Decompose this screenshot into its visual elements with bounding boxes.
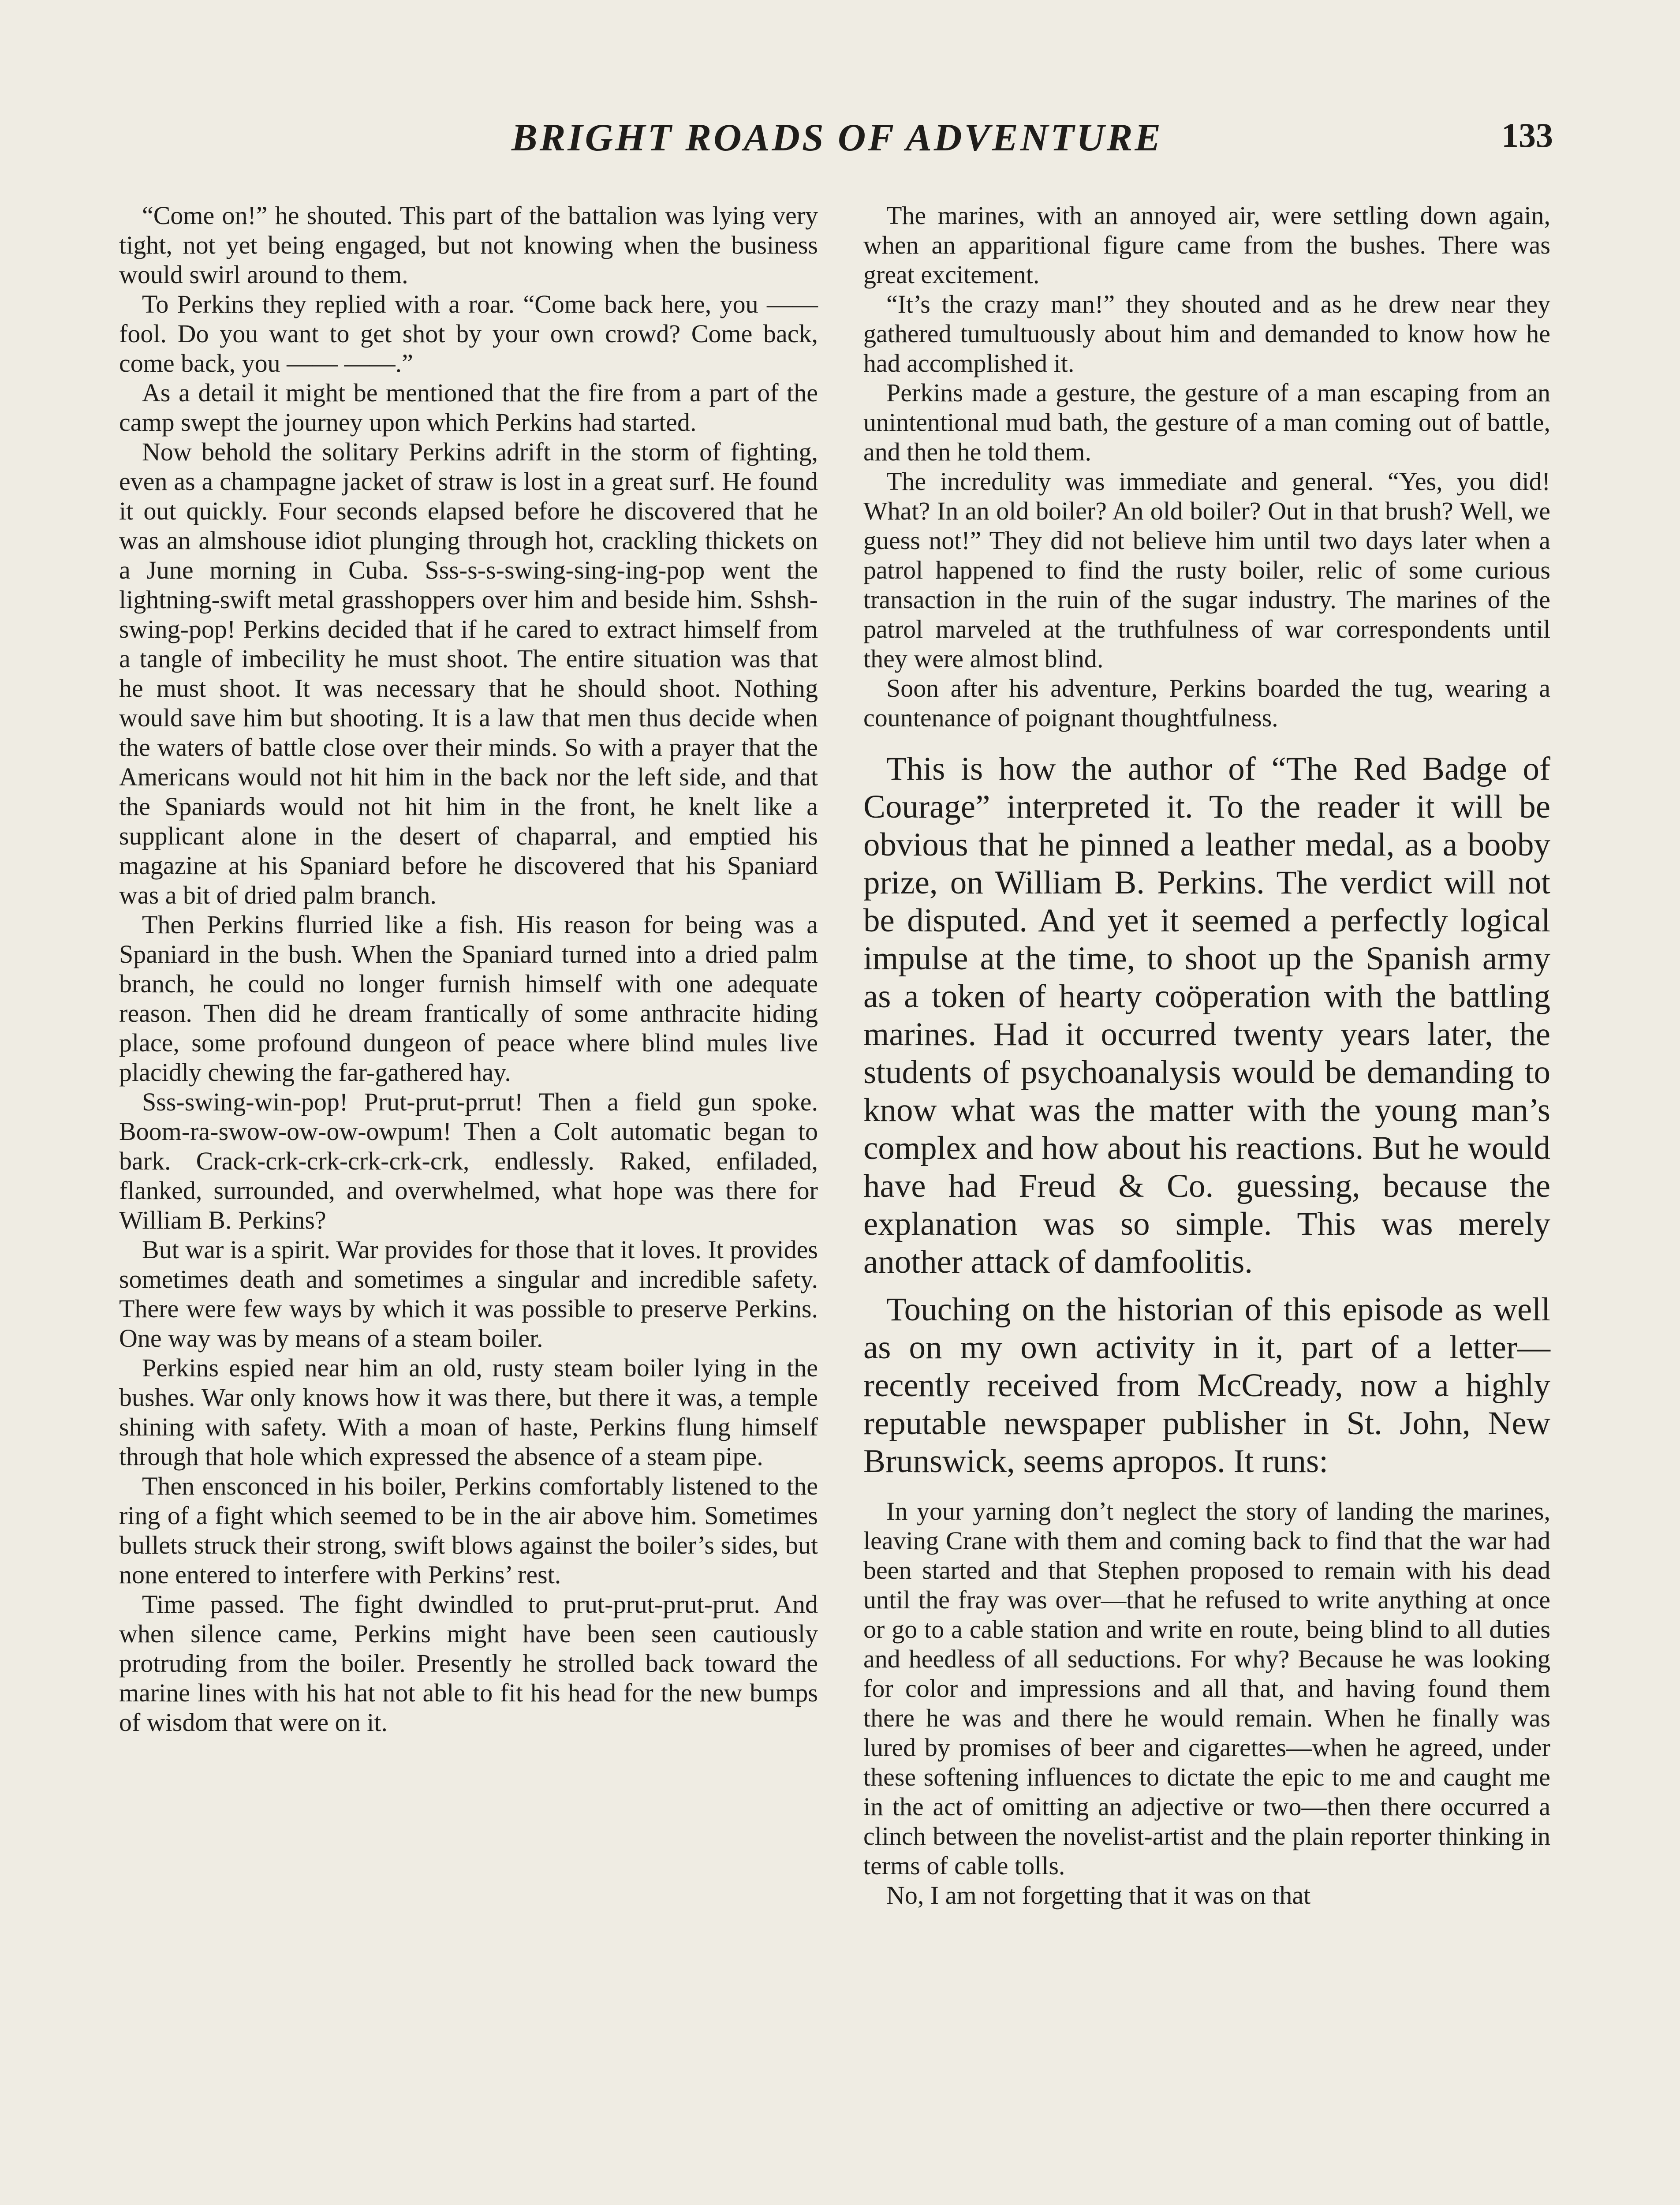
paragraph: Perkins espied near him an old, rusty steam boiler lying in the bushes. War only knows how it was there, but there it was, a temple shining with safety. With a moan of haste, Perkins flung himself through that hole which expressed the absence of a steam pipe. <box>119 1353 818 1471</box>
paragraph: Perkins made a gesture, the gesture of a man escaping from an unintentional mud bath, the gesture of a man coming out of battle, and then he told them. <box>863 378 1550 466</box>
commentary <box>863 750 1550 1480</box>
paragraph: The incredulity was immediate and general. “Yes, you did! What? In an old boiler? An old boiler? Out in that brush? Well, we guess not!” They did not believe him until two days later when a patrol happened to find the rusty boiler, relic of some curious transaction in the ruin of the sugar industry. The marines of the patrol marveled at the truthfulness of war correspondents until they were almost blind. <box>863 467 1550 673</box>
paragraph: Soon after his adventure, Perkins boarded the tug, wearing a countenance of poignant thoughtfulness. <box>863 674 1550 732</box>
left-column <box>119 201 818 1737</box>
letter-quote <box>863 1496 1550 1910</box>
paragraph: As a detail it might be mentioned that the fire from a part of the camp swept the journey upon which Perkins had started. <box>119 378 818 437</box>
story-continuation <box>863 201 1550 733</box>
right-column <box>863 201 1550 1910</box>
paragraph: The marines, with an annoyed air, were settling down again, when an apparitional figure came from the bushes. There was great excitement. <box>863 201 1550 289</box>
paragraph: “Come on!” he shouted. This part of the battalion was lying very tight, not yet being engaged, but not knowing when the business would swirl around to them. <box>119 201 818 289</box>
paragraph: In your yarning don’t neglect the story of landing the marines, leaving Crane with them and coming back to find that the war had been started and that Stephen proposed to remain with his dead until the fray was over—that he refused to write anything at once or go to a cable station and write en route, being blind to all duties and heedless of all seductions. For why? Because he was looking for color and impressions and all that, and having found them there he was and there he would remain. When he finally was lured by promises of beer and cigarettes—when he agreed, under these softening influences to dictate the epic to me and caught me in the act of omitting an adjective or two—then there occurred a clinch between the novelist-artist and the plain reporter thinking in terms of cable tolls. <box>863 1497 1550 1880</box>
paragraph: To Perkins they replied with a roar. “Come back here, you —— fool. Do you want to get shot by your own crowd? Come back, come back, you —— ——.” <box>119 290 818 377</box>
paragraph: Touching on the historian of this episode as well as on my own activity in it, part of a letter—recently received from McCready, now a highly reputable newspaper publisher in St. John, New Brunswick, seems apropos. It runs: <box>863 1291 1550 1480</box>
paragraph: “It’s the crazy man!” they shouted and as he drew near they gathered tumultuously about him and demanded to know how he had accomplished it. <box>863 290 1550 377</box>
paragraph: Then Perkins flurried like a fish. His reason for being was a Spaniard in the bush. When the Spaniard turned into a dried palm branch, he could no longer furnish himself with one adequate reason. Then did he dream frantically of some anthracite hiding place, some profound dungeon of peace where blind mules live placidly chewing the far-gathered hay. <box>119 910 818 1087</box>
paragraph: This is how the author of “The Red Badge of Courage” interpreted it. To the reader it will be obvious that he pinned a leather medal, as a booby prize, on William B. Perkins. The verdict will not be disputed. And yet it seemed a perfectly logical impulse at the time, to shoot up the Spanish army as a token of hearty coöperation with the battling marines. Had it occurred twenty years later, the students of psychoanalysis would be demanding to know what was the matter with the young man’s complex and how about his reactions. But he would have had Freud & Co. guessing, because the explanation was so simple. This was merely another attack of damfoolitis. <box>863 751 1550 1280</box>
paragraph: Time passed. The fight dwindled to prut-prut-prut-prut. And when silence came, Perkins might have been seen cautiously protruding from the boiler. Presently he strolled back toward the marine lines with his hat not able to fit his head for the new bumps of wisdom that were on it. <box>119 1590 818 1737</box>
paragraph: Sss-swing-win-pop! Prut-prut-prrut! Then a field gun spoke. Boom-ra-swow-ow-ow-owpum! Then a Colt automatic began to bark. Crack-crk-crk-crk-crk-crk, endlessly. Raked, enfiladed, flanked, surrounded, and overwhelmed, what hope was there for William B. Perkins? <box>119 1088 818 1234</box>
paragraph: Then ensconced in his boiler, Perkins comfortably listened to the ring of a fight which seemed to be in the air above him. Sometimes bullets struck their strong, swift blows against the boiler’s sides, but none entered to interfere with Perkins’ rest. <box>119 1472 818 1589</box>
paragraph: But war is a spirit. War provides for those that it loves. It provides sometimes death and sometimes a singular and incredible safety. There were few ways by which it was possible to preserve Perkins. One way was by means of a steam boiler. <box>119 1235 818 1353</box>
page-number: 133 <box>1501 116 1553 154</box>
running-head: BRIGHT ROADS OF ADVENTURE <box>511 116 1163 159</box>
paragraph: Now behold the solitary Perkins adrift in the storm of fighting, even as a champagne jacket of straw is lost in a great surf. He found it out quickly. Four seconds elapsed before he discovered that he was an almshouse idiot plunging through hot, crackling thickets on a June morning in Cuba. Sss-s-s-swing-sing-ing-pop went the lightning-swift metal grasshoppers over him and beside him. Sshsh-swing-pop! Perkins decided that if he cared to extract himself from a tangle of imbecility he must shoot. The entire situation was that he must shoot. It was necessary that he should shoot. Nothing would save him but shooting. It is a law that men thus decide when the waters of battle close over their minds. So with a prayer that the Americans would not hit him in the back nor the left side, and that the Spaniards would not hit him in the front, he knelt like a supplicant alone in the desert of chaparral, and emptied his magazine at his Spaniard before he discovered that his Spaniard was a bit of dried palm branch. <box>119 437 818 909</box>
page-header <box>0 116 1680 168</box>
paragraph: No, I am not forgetting that it was on that <box>886 1881 1311 1910</box>
